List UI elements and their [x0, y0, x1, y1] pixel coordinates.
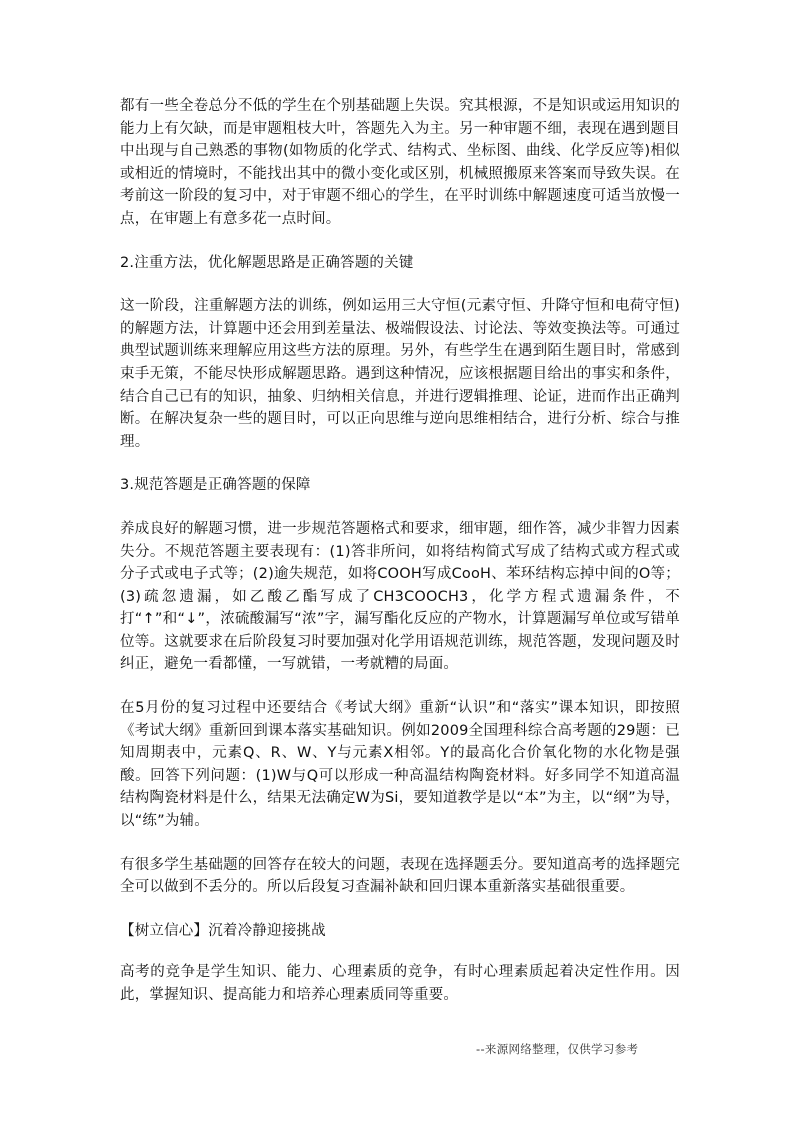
paragraph-answer-standards: 养成良好的解题习惯，进一步规范答题格式和要求，细审题，细作答，减少非智力因素失分。不规范答题主要表现有：(1)答非所问，如将结构简式写成了结构式或方程式或分子式或电子式等；(2)逾失规范，如将COOH写成CooH、苯环结构忘掉中间的O等；(3)疏忽遗漏，如乙酸乙酯写成了CH3COOCH3，化学方程式遗漏条件，不打“↑”和“↓”，浓硫酸漏写“浓”字，漏写酯化反应的产物水，计算题漏写单位或写错单位等。这就要求在后阶段复习时要加强对化学用语规范训练，规范答题，发现问题及时纠正，避免一看都懂，一写就错，一考就糟的局面。 [120, 520, 680, 673]
paragraph-psychological-quality: 高考的竞争是学生知识、能力、心理素质的竞争，有时心理素质起着决定性作用。因此，掌握知识、提高能力和培养心理素质同等重要。 [120, 964, 680, 1003]
paragraph-syllabus-review: 在5月份的复习过程中还要结合《考试大纲》重新“认识”和“落实”课本知识，即按照《考试大纲》重新回到课本落实基础知识。例如2009全国理科综合高考题的29题：已知周期表中，元素Q、R、W、Y与元素X相邻。Y的最高化合价氧化物的水化物是强酸。回答下列问题：(1)W与Q可以形成一种高温结构陶瓷材料。好多同学不知道高温结构陶瓷材料是什么，结果无法确定W为Si，要知道教学是以“本”为主，以“纲”为导，以“练”为辅。 [120, 700, 680, 830]
document-body [120, 95, 680, 1007]
section-heading-standard-answers: 3.规范答题是正确答题的保障 [120, 477, 311, 494]
section-heading-method: 2.注重方法，优化解题思路是正确答题的关键 [120, 254, 414, 271]
paragraph-basic-questions: 有很多学生基础题的回答存在较大的问题，表现在选择题丢分。要知道高考的选择题完全可以做到不丢分的。所以后段复习查漏补缺和回归课本重新落实基础很重要。 [120, 856, 680, 896]
section-heading-confidence: 【树立信心】沉着冷静迎接挑战 [120, 922, 326, 939]
paragraph-exam-review: 都有一些全卷总分不低的学生在个别基础题上失误。究其根源，不是知识或运用知识的能力上有欠缺，而是审题粗枝大叶，答题先入为主。另一种审题不细，表现在遇到题目中出现与自己熟悉的事物(如物质的化学式、结构式、坐标图、曲线、化学反应等)相似或相近的情境时，不能找出其中的微小变化或区别，机械照搬原来答案而导致失误。在考前这一阶段的复习中，对于审题不细心的学生，在平时训练中解题速度可适当放慢一点，在审题上有意多花一点时间。 [120, 98, 680, 227]
paragraph-problem-solving-methods: 这一阶段，注重解题方法的训练，例如运用三大守恒(元素守恒、升降守恒和电荷守恒)的解题方法，计算题中还会用到差量法、极端假设法、讨论法、等效变换法等。可通过典型试题训练来理解应用这些方法的原理。另外，有些学生在遇到陌生题目时，常感到束手无策，不能尽快形成解题思路。遇到这种情况，应该根据题目给出的事实和条件，结合自己已有的知识，抽象、归纳相关信息，并进行逻辑推理、论证，进而作出正确判断。在解决复杂一些的题目时，可以正向思维与逆向思维相结合，进行分析、综合与推理。 [120, 298, 680, 450]
source-footer-note: --来源网络整理，仅供学习参考 [476, 1042, 639, 1056]
